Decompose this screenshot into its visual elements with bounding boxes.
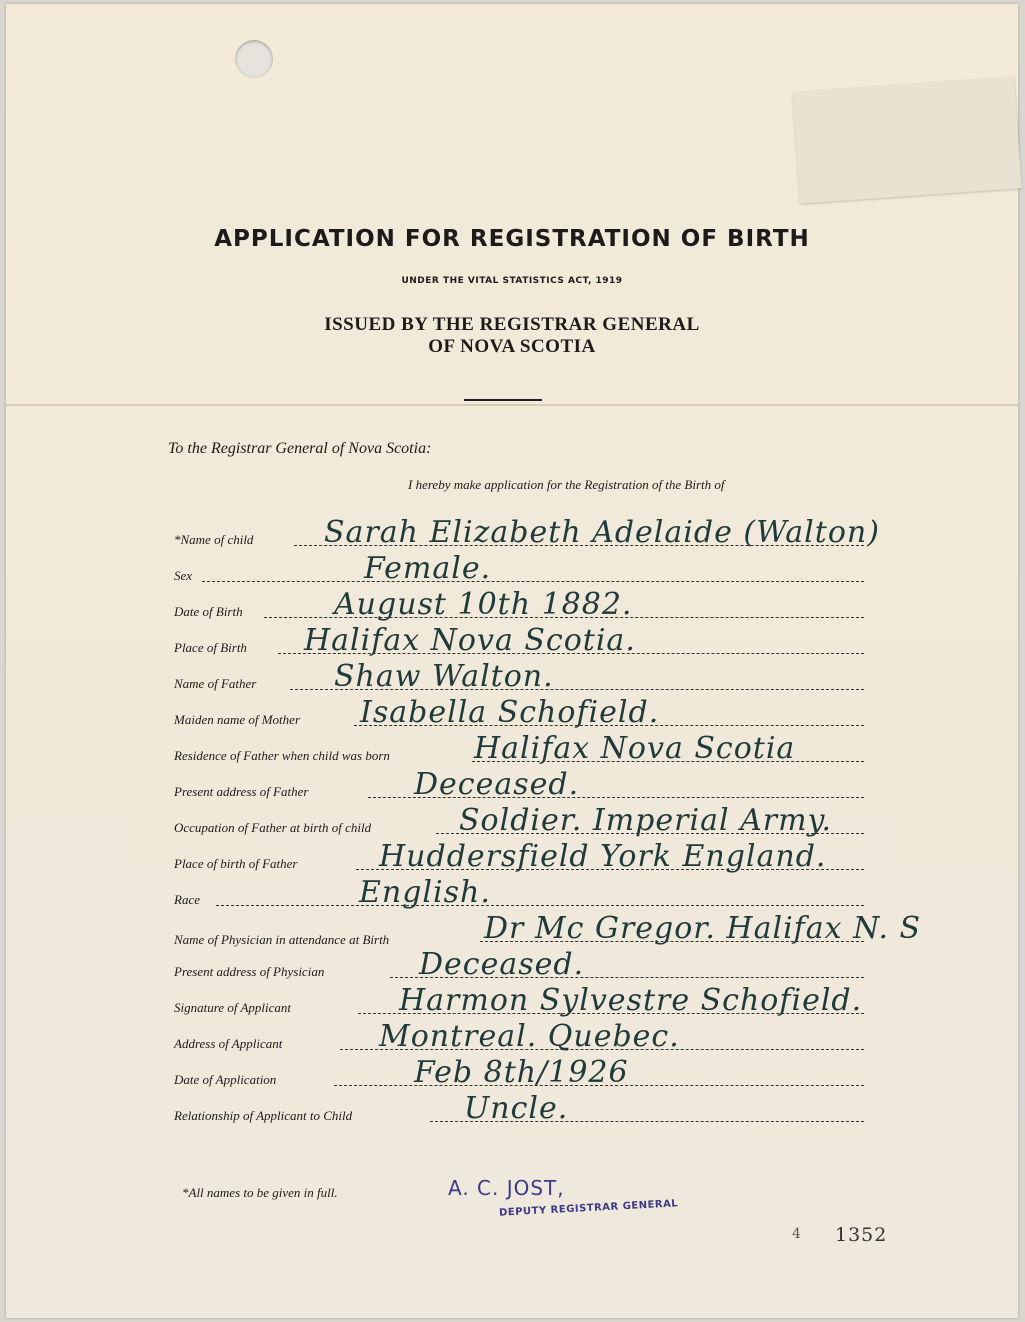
field-row	[174, 551, 864, 586]
form-title: APPLICATION FOR REGISTRATION OF BIRTH	[214, 226, 810, 252]
field-row	[174, 947, 864, 982]
field-row	[174, 911, 922, 947]
field-underline	[202, 581, 864, 582]
field-value: Sarah Elizabeth Adelaide (Walton)	[324, 515, 880, 550]
field-label: Name of Physician in attendance at Birth	[174, 932, 390, 947]
field-label: Relationship of Applicant to Child	[174, 1108, 353, 1123]
form-subtitle: UNDER THE VITAL STATISTICS ACT, 1919	[401, 276, 623, 286]
field-row	[174, 875, 864, 910]
field-value: Huddersfield York England.	[379, 839, 827, 874]
field-row	[174, 1091, 864, 1126]
field-label: Race	[174, 892, 200, 907]
field-value: Uncle.	[464, 1091, 569, 1126]
field-row	[174, 1019, 864, 1054]
field-value: Halifax Nova Scotia	[474, 731, 796, 766]
field-label: Residence of Father when child was born	[174, 748, 390, 763]
field-row	[174, 695, 864, 730]
field-row	[174, 731, 864, 766]
field-label: Date of Birth	[174, 604, 243, 619]
field-value: Soldier. Imperial Army.	[459, 803, 833, 838]
punch-hole	[235, 40, 273, 78]
field-value: Female.	[364, 551, 492, 586]
issuer-line-1: ISSUED BY THE REGISTRAR GENERAL	[324, 314, 700, 335]
field-label: Place of Birth	[174, 640, 247, 655]
field-underline	[216, 905, 864, 906]
salutation: To the Registrar General of Nova Scotia:	[168, 440, 432, 457]
attached-paper-tab	[792, 76, 1021, 203]
document-page	[6, 4, 1018, 1318]
field-label: Maiden name of Mother	[174, 712, 301, 727]
field-label: Name of Father	[174, 676, 257, 691]
field-value: Shaw Walton.	[334, 659, 554, 694]
stamp-name: A. C. JOST,	[448, 1176, 565, 1200]
field-label: Occupation of Father at birth of child	[174, 820, 372, 835]
field-value: Dr Mc Gregor. Halifax N. S	[484, 911, 922, 946]
field-value: Isabella Schofield.	[360, 695, 660, 730]
intro-text: I hereby make application for the Registration of the Birth of	[408, 477, 725, 492]
field-label: *Name of child	[174, 532, 254, 547]
field-row	[174, 515, 880, 550]
field-row	[174, 659, 864, 694]
field-label: Address of Applicant	[174, 1036, 283, 1051]
issuer-line-2: OF NOVA SCOTIA	[428, 336, 596, 357]
field-label: Present address of Father	[174, 784, 309, 799]
field-row	[174, 623, 864, 658]
field-label: Sex	[174, 568, 193, 583]
field-row	[174, 839, 864, 874]
margin-mark: 4	[792, 1226, 801, 1242]
field-label: Place of birth of Father	[174, 856, 298, 871]
field-label: Signature of Applicant	[174, 1000, 291, 1015]
field-row	[174, 587, 864, 622]
field-row	[174, 1055, 864, 1090]
field-label: Present address of Physician	[174, 964, 325, 979]
field-value: Halifax Nova Scotia.	[304, 623, 636, 658]
field-value: English.	[359, 875, 491, 910]
field-value: August 10th 1882.	[334, 587, 633, 622]
issuer	[6, 314, 1018, 358]
footnote: *All names to be given in full.	[182, 1185, 338, 1200]
field-value: Feb 8th/1926	[414, 1055, 629, 1090]
form-number: 1352	[835, 1224, 888, 1246]
field-value: Deceased.	[419, 947, 585, 982]
field-value: Harmon Sylvestre Schofield.	[399, 983, 863, 1018]
field-label: Date of Application	[174, 1072, 277, 1087]
field-row	[174, 767, 864, 802]
field-row	[174, 983, 864, 1018]
field-value: Deceased.	[414, 767, 580, 802]
stamp-title: DEPUTY REGISTRAR GENERAL	[498, 1198, 679, 1219]
fold-crease	[6, 404, 1018, 406]
title-divider	[464, 399, 542, 401]
field-row	[174, 803, 864, 838]
field-value: Montreal. Quebec.	[379, 1019, 680, 1054]
